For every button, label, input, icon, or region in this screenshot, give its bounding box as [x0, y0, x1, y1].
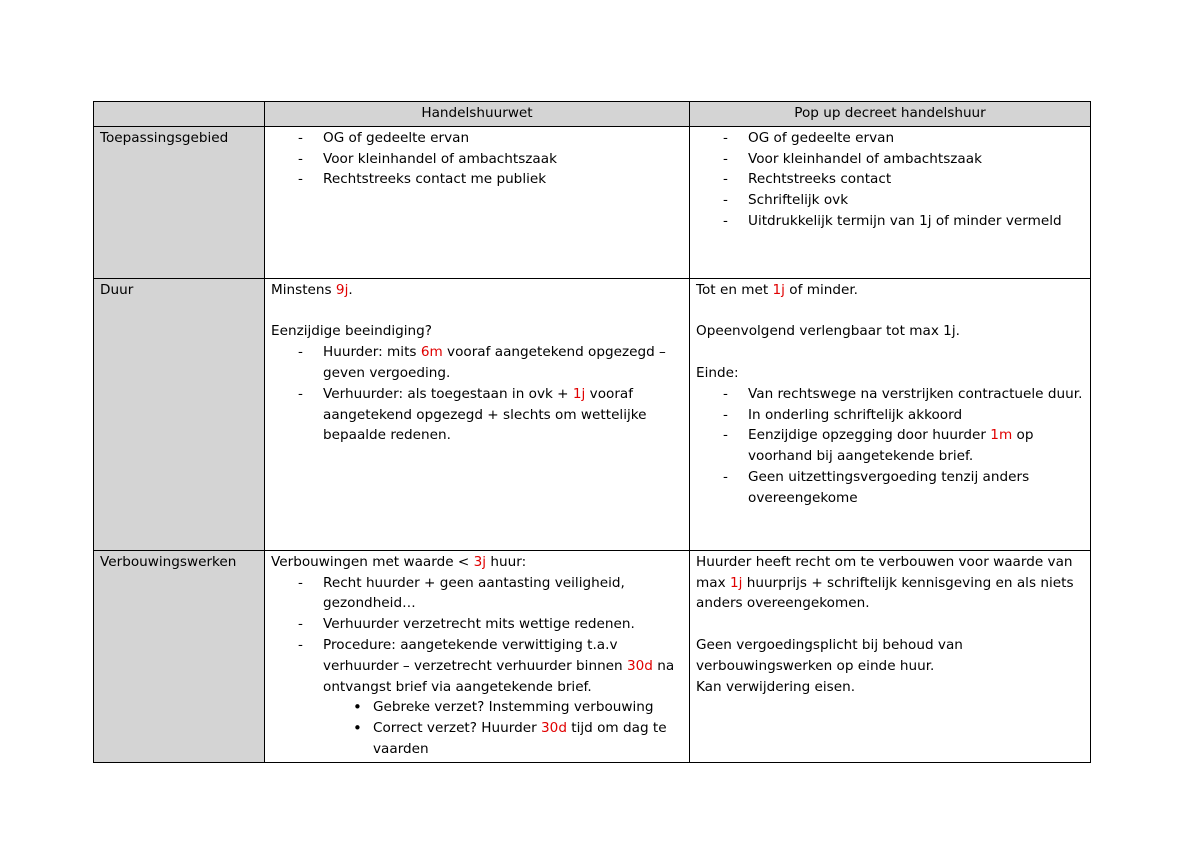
- cell-handelshuurwet-toepassingsgebied: [265, 126, 690, 278]
- list-item: • Correct verzet? Huurder 30d tijd om dag te vaarden: [373, 718, 683, 760]
- list-item: - Verhuurder: als toegestaan in ovk + 1j vooraf aangetekend opgezegd + slechts om wettelijke bepaalde redenen.: [323, 384, 683, 446]
- dash-list: [271, 573, 683, 760]
- list-item: - Huurder: mits 6m vooraf aangetekend opgezegd – geven vergoeding.: [323, 342, 683, 384]
- list-item: - Uitdrukkelijk termijn van 1j of minder vermeld: [748, 211, 1084, 232]
- row-label-duur: Duur: [94, 278, 265, 550]
- header-popup-decreet: Pop up decreet handelshuur: [690, 102, 1091, 127]
- cell-popup-toepassingsgebied: [690, 126, 1091, 278]
- red-value: 30d: [627, 657, 653, 674]
- duur-question: Eenzijdige beeindiging?: [271, 323, 432, 340]
- verbouw-intro: Verbouwingen met waarde < 3j huur:: [271, 553, 527, 570]
- row-duur: [94, 278, 1091, 550]
- list-item: - Procedure: aangetekende verwittiging t.a.v verhuurder – verzetrecht verhuurder binnen 30d na ontvangst brief via aangetekende brief. • Gebreke verzet? Instemming verbouwing • Correct verzet? Huurder 30d tijd om dag te vaarden: [323, 635, 683, 760]
- verbouw-p3: Kan verwijdering eisen.: [696, 678, 856, 695]
- list-item: - Voor kleinhandel of ambachtszaak: [323, 149, 683, 170]
- row-toepassingsgebied: [94, 126, 1091, 278]
- list-item: - In onderling schriftelijk akkoord: [748, 405, 1084, 426]
- dash-list: [696, 128, 1084, 232]
- red-value: 1j: [572, 385, 586, 402]
- list-item: - Verhuurder verzetrecht mits wettige redenen.: [323, 614, 683, 635]
- list-item: - Eenzijdige opzegging door huurder 1m op voorhand bij aangetekende brief.: [748, 425, 1084, 467]
- red-value: 1j: [772, 281, 785, 298]
- list-item: - OG of gedeelte ervan: [323, 128, 683, 149]
- dash-list: [271, 342, 683, 446]
- red-value: 6m: [420, 344, 443, 361]
- dash-list: [271, 128, 683, 190]
- red-value: 30d: [541, 720, 567, 737]
- header-row: [94, 102, 1091, 127]
- cell-popup-verbouwingswerken: [690, 550, 1091, 762]
- dash-list: [696, 384, 1084, 509]
- list-item: - Geen uitzettingsvergoeding tenzij anders overeengekome: [748, 467, 1084, 509]
- list-item: - Voor kleinhandel of ambachtszaak: [748, 149, 1084, 170]
- cell-handelshuurwet-verbouwingswerken: [265, 550, 690, 762]
- duur-intro: Tot en met 1j of minder.: [696, 281, 859, 298]
- list-item: - Recht huurder + geen aantasting veiligheid, gezondheid…: [323, 573, 683, 615]
- list-item: - Rechtstreeks contact me publiek: [323, 169, 683, 190]
- row-label-toepassingsgebied: Toepassingsgebied: [94, 126, 265, 278]
- red-value: 1m: [990, 427, 1013, 444]
- red-value: 9j: [335, 281, 349, 298]
- bullet-list: [323, 697, 683, 759]
- header-empty-cell: [94, 102, 265, 127]
- list-item: - Rechtstreeks contact: [748, 169, 1084, 190]
- list-item: • Gebreke verzet? Instemming verbouwing: [373, 697, 683, 718]
- list-item: - OG of gedeelte ervan: [748, 128, 1084, 149]
- red-value: 3j: [473, 553, 487, 570]
- duur-einde: Einde:: [696, 364, 739, 381]
- row-verbouwingswerken: [94, 550, 1091, 762]
- verbouw-p1: Huurder heeft recht om te verbouwen voor waarde van max 1j huurprijs + schriftelijk kennisgeving en als niets anders overeengekomen.: [696, 553, 1074, 612]
- header-handelshuurwet: Handelshuurwet: [265, 102, 690, 127]
- red-value: 1j: [729, 574, 743, 591]
- cell-popup-duur: [690, 278, 1091, 550]
- duur-intro: Minstens 9j.: [271, 281, 353, 298]
- verbouw-p2: Geen vergoedingsplicht bij behoud van verbouwingswerken op einde huur.: [696, 636, 963, 674]
- row-label-verbouwingswerken: Verbouwingswerken: [94, 550, 265, 762]
- list-item: - Schriftelijk ovk: [748, 190, 1084, 211]
- comparison-table: [93, 101, 1091, 763]
- list-item: - Van rechtswege na verstrijken contractuele duur.: [748, 384, 1084, 405]
- duur-verlengbaar: Opeenvolgend verlengbaar tot max 1j.: [696, 323, 960, 340]
- cell-handelshuurwet-duur: [265, 278, 690, 550]
